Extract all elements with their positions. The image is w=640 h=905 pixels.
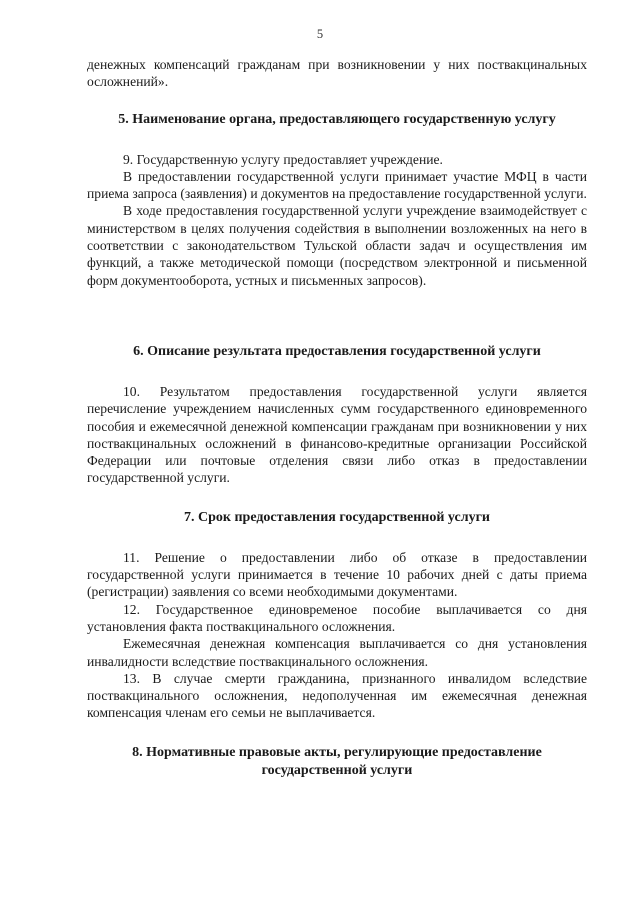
paragraph-11: 11. Решение о предоставлении либо об отказе в предоставлении государственной услуги принимается в течение 10 рабочих дней с даты приема (регистрации) заявления со всеми необходимыми документами. <box>87 549 587 600</box>
paragraph-10: 10. Результатом предоставления государственной услуги является перечисление учреждением начисленных сумм государственного единовременного пособия и ежемесячной денежной компенсации гражданам при возникновении у них поствакцинальных осложнений в финансово-кредитные организации Российской Федерации или почтовые отделения связи либо отказ в предоставлении государственной услуги. <box>87 383 587 486</box>
paragraph-mfc: В предоставлении государственной услуги принимает участие МФЦ в части приема запроса (заявления) и документов на предоставление государственной услуги. <box>87 168 587 202</box>
paragraph-interaction: В ходе предоставления государственной услуги учреждение взаимодействует с министерством в целях получения содействия в выполнении возложенных на него в соответствии с законодательством Тульской области задач и осуществления им функций, а также методической помощи (посредством электронной и письменной форм документооборота, устных и письменных запросов). <box>87 203 587 288</box>
section-6-heading: 6. Описание результата предоставления государственной услуги <box>133 343 541 359</box>
paragraph-12: 12. Государственное единовременое пособие выплачивается со дня установления факта поствакцинального осложнения. <box>87 601 587 634</box>
paragraph-9: 9. Государственную услугу предоставляет учреждение. <box>123 151 443 167</box>
section-5-heading: 5. Наименование органа, предоставляющего государственную услугу <box>118 111 556 127</box>
paragraph-monthly-compensation: Ежемесячная денежная компенсация выплачивается со дня установления инвалидности вследствие поствакцинального осложнения. <box>87 636 587 669</box>
paragraph-13: 13. В случае смерти гражданина, признанного инвалидом вследствие поствакцинального осложнения, недополученная им ежемесячная денежная компенсация членам его семьи не выплачивается. <box>87 670 587 721</box>
section-8-heading: 8. Нормативные правовые акты, регулирующие предоставление государственной услуги <box>132 744 542 778</box>
page-number: 5 <box>316 27 324 41</box>
document-body <box>87 56 587 780</box>
intro-paragraph: денежных компенсаций гражданам при возникновении у них поствакцинальных осложнений». <box>87 57 587 90</box>
section-7-heading: 7. Срок предоставления государственной услуги <box>184 509 490 525</box>
